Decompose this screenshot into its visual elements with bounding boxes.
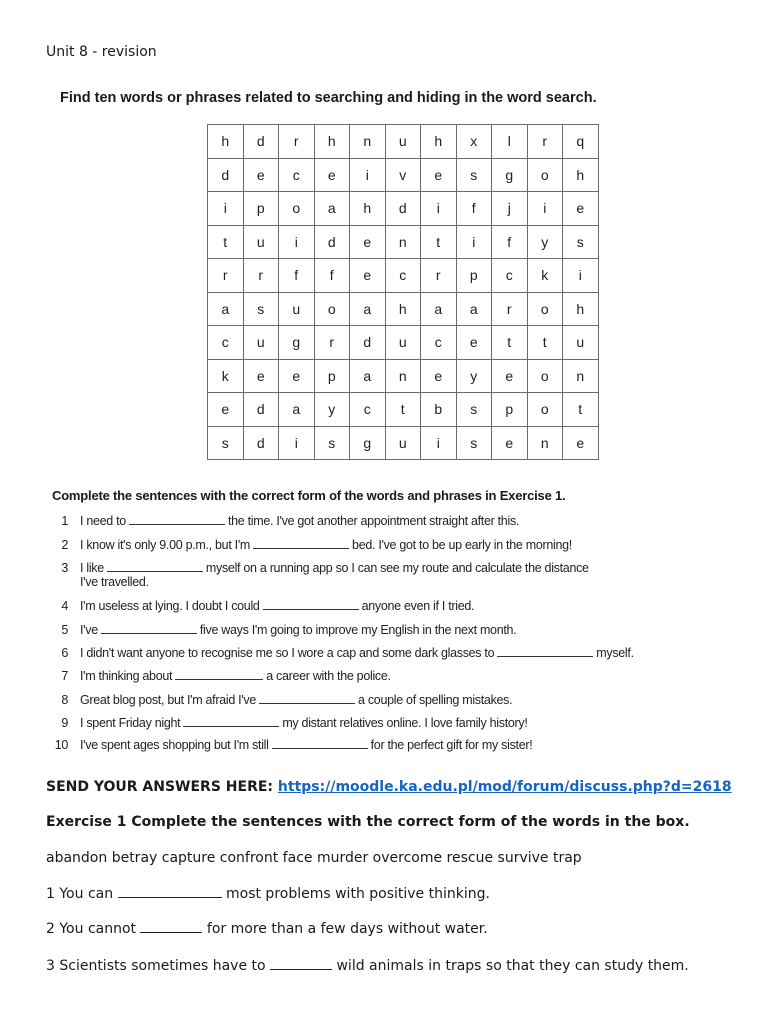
sentence-text: myself on a running app so I can see my route and calculate the distance [205, 561, 589, 575]
question-text: most problems with positive thinking. [226, 886, 490, 902]
grid-cell: a [421, 292, 457, 326]
grid-cell: o [314, 292, 350, 326]
sentence-text: the time. I've got another appointment straight after this. [227, 514, 520, 528]
grid-cell: n [563, 359, 599, 393]
grid-cell: t [421, 225, 457, 259]
moodle-forum-link[interactable]: https://moodle.ka.edu.pl/mod/forum/discuss.php?d=2618 [277, 779, 732, 795]
grid-cell: o [527, 292, 563, 326]
grid-cell: i [456, 225, 492, 259]
grid-cell: u [385, 426, 421, 460]
sentence-text: I'm thinking about [80, 669, 173, 683]
grid-cell: g [350, 426, 386, 460]
sentence-text: a couple of spelling mistakes. [358, 693, 513, 707]
grid-cell: k [527, 259, 563, 293]
sentence-text: I like [80, 561, 104, 575]
grid-cell: i [421, 192, 457, 226]
question-text: 1 You can [46, 886, 114, 902]
unit-title: Unit 8 - revision [46, 44, 157, 60]
grid-cell: n [385, 359, 421, 393]
grid-cell: a [350, 359, 386, 393]
grid-cell: e [563, 192, 599, 226]
grid-cell: p [243, 192, 279, 226]
sentence-text: my distant relatives online. I love family history! [282, 716, 528, 730]
sentence-number: 6 [61, 646, 68, 660]
grid-cell: d [243, 393, 279, 427]
grid-cell: a [456, 292, 492, 326]
grid-cell: s [456, 158, 492, 192]
grid-cell: e [421, 158, 457, 192]
grid-cell: t [385, 393, 421, 427]
sentence-text: five ways I'm going to improve my English in the next month. [199, 623, 517, 637]
answer-blank[interactable] [497, 645, 593, 657]
sentence-text: anyone even if I tried. [361, 599, 475, 613]
grid-cell: r [492, 292, 528, 326]
sentence-text: I'm useless at lying. I doubt I could [80, 599, 260, 613]
sentence-item [48, 560, 589, 575]
grid-cell: a [208, 292, 244, 326]
grid-cell: u [385, 125, 421, 159]
grid-cell: j [492, 192, 528, 226]
sentence-number: 1 [61, 514, 68, 528]
grid-cell: r [243, 259, 279, 293]
sentence-item [48, 668, 391, 683]
grid-cell: f [456, 192, 492, 226]
grid-cell: c [350, 393, 386, 427]
grid-cell: c [492, 259, 528, 293]
sentence-item [48, 513, 519, 528]
grid-cell: e [350, 225, 386, 259]
grid-cell: u [243, 326, 279, 360]
grid-cell: t [527, 326, 563, 360]
grid-cell: t [492, 326, 528, 360]
grid-cell: n [350, 125, 386, 159]
grid-cell: i [421, 426, 457, 460]
grid-cell: s [208, 426, 244, 460]
sentence-number: 2 [61, 538, 68, 552]
grid-cell: s [456, 426, 492, 460]
sentence-text: a career with the police. [266, 669, 391, 683]
grid-cell: s [243, 292, 279, 326]
grid-cell: o [279, 192, 315, 226]
send-answers-label: SEND YOUR ANSWERS HERE: [46, 779, 274, 795]
grid-cell: e [314, 158, 350, 192]
grid-cell: h [421, 125, 457, 159]
sentence-number: 10 [54, 738, 68, 752]
grid-cell: t [208, 225, 244, 259]
question-text: wild animals in traps so that they can study them. [336, 958, 689, 974]
grid-cell: i [208, 192, 244, 226]
grid-cell: k [208, 359, 244, 393]
grid-cell: c [279, 158, 315, 192]
grid-cell: p [456, 259, 492, 293]
grid-cell: d [243, 125, 279, 159]
grid-cell: f [279, 259, 315, 293]
answer-blank[interactable] [107, 560, 203, 572]
sentence-number: 3 [61, 561, 68, 575]
sentence-text: I didn't want anyone to recognise me so I wore a cap and some dark glasses to [80, 646, 495, 660]
grid-row [208, 326, 599, 360]
grid-cell: i [279, 426, 315, 460]
sentence-number: 7 [61, 669, 68, 683]
grid-cell: e [563, 426, 599, 460]
grid-cell: r [279, 125, 315, 159]
grid-cell: r [421, 259, 457, 293]
exercise1-title: Exercise 1 Complete the sentences with the correct form of the words in the box. [46, 814, 690, 830]
grid-cell: s [314, 426, 350, 460]
grid-cell: n [527, 426, 563, 460]
grid-cell: a [314, 192, 350, 226]
grid-cell: c [385, 259, 421, 293]
answer-blank[interactable] [129, 513, 225, 525]
grid-cell: t [563, 393, 599, 427]
grid-cell: h [385, 292, 421, 326]
answer-blank[interactable] [183, 715, 279, 727]
grid-cell: u [563, 326, 599, 360]
sentence-item [48, 537, 572, 552]
grid-cell: e [421, 359, 457, 393]
grid-cell: d [385, 192, 421, 226]
answer-blank[interactable] [253, 537, 349, 549]
sentence-item [48, 692, 512, 707]
grid-cell: d [314, 225, 350, 259]
question-item [46, 957, 689, 974]
grid-cell: e [208, 393, 244, 427]
question-text: 2 You cannot [46, 921, 137, 937]
grid-row [208, 393, 599, 427]
answer-blank[interactable] [118, 885, 222, 898]
grid-cell: i [563, 259, 599, 293]
grid-cell: c [421, 326, 457, 360]
grid-cell: i [350, 158, 386, 192]
grid-cell: u [279, 292, 315, 326]
send-answers-line [46, 779, 732, 795]
grid-cell: v [385, 158, 421, 192]
grid-cell: o [527, 158, 563, 192]
grid-row [208, 225, 599, 259]
grid-row [208, 426, 599, 460]
grid-cell: n [385, 225, 421, 259]
answer-blank[interactable] [270, 957, 332, 970]
grid-cell: h [563, 292, 599, 326]
grid-cell: f [492, 225, 528, 259]
grid-cell: y [456, 359, 492, 393]
grid-row [208, 359, 599, 393]
sentence-text: myself. [596, 646, 634, 660]
grid-row [208, 259, 599, 293]
word-search-grid [207, 124, 599, 460]
sentence-text: Great blog post, but I'm afraid I've [80, 693, 257, 707]
grid-row [208, 125, 599, 159]
sentence-item [48, 622, 516, 637]
sentence-text: I need to [80, 514, 126, 528]
answer-blank[interactable] [272, 737, 368, 749]
grid-cell: h [350, 192, 386, 226]
grid-cell: x [456, 125, 492, 159]
sentence-text: bed. I've got to be up early in the morning! [352, 538, 572, 552]
word-box: abandon betray capture confront face murder overcome rescue survive trap [46, 850, 582, 866]
answer-blank[interactable] [140, 920, 202, 933]
grid-cell: p [314, 359, 350, 393]
grid-row [208, 158, 599, 192]
sentence-number: 5 [61, 623, 68, 637]
grid-cell: l [492, 125, 528, 159]
grid-cell: e [243, 359, 279, 393]
grid-cell: g [279, 326, 315, 360]
sentence-number: 4 [61, 599, 68, 613]
question-item [46, 885, 490, 902]
grid-cell: s [563, 225, 599, 259]
grid-cell: s [456, 393, 492, 427]
word-search-heading: Find ten words or phrases related to searching and hiding in the word search. [60, 90, 597, 106]
grid-cell: g [492, 158, 528, 192]
grid-cell: c [208, 326, 244, 360]
sentence-text: I've spent ages shopping but I'm still [80, 738, 269, 752]
sentence-item [48, 645, 634, 660]
grid-cell: h [314, 125, 350, 159]
grid-cell: a [350, 292, 386, 326]
grid-cell: f [314, 259, 350, 293]
grid-cell: a [279, 393, 315, 427]
grid-cell: e [243, 158, 279, 192]
grid-cell: e [492, 426, 528, 460]
grid-cell: e [492, 359, 528, 393]
grid-cell: i [527, 192, 563, 226]
question-item [46, 920, 488, 937]
grid-cell: b [421, 393, 457, 427]
grid-cell: r [527, 125, 563, 159]
grid-cell: u [385, 326, 421, 360]
sentence-item [48, 715, 528, 730]
grid-cell: d [350, 326, 386, 360]
grid-cell: h [208, 125, 244, 159]
grid-cell: o [527, 393, 563, 427]
grid-cell: r [314, 326, 350, 360]
grid-cell: r [208, 259, 244, 293]
grid-cell: e [350, 259, 386, 293]
answer-blank[interactable] [175, 668, 263, 680]
answer-blank[interactable] [101, 622, 197, 634]
question-text: 3 Scientists sometimes have to [46, 958, 266, 974]
sentence-text: I've [80, 623, 98, 637]
grid-cell: e [279, 359, 315, 393]
sentence-text: I know it's only 9.00 p.m., but I'm [80, 538, 251, 552]
answer-blank[interactable] [259, 692, 355, 704]
grid-cell: e [456, 326, 492, 360]
grid-cell: p [492, 393, 528, 427]
grid-cell: y [314, 393, 350, 427]
sentence-continuation: I've travelled. [80, 575, 149, 589]
grid-cell: h [563, 158, 599, 192]
sentence-number: 9 [61, 716, 68, 730]
sentence-item [48, 737, 532, 752]
question-text: for more than a few days without water. [206, 921, 488, 937]
complete-sentences-heading: Complete the sentences with the correct form of the words and phrases in Exercise 1. [52, 488, 566, 503]
grid-cell: d [243, 426, 279, 460]
grid-row [208, 192, 599, 226]
answer-blank[interactable] [263, 598, 359, 610]
grid-cell: u [243, 225, 279, 259]
sentence-text: for the perfect gift for my sister! [370, 738, 533, 752]
grid-cell: d [208, 158, 244, 192]
sentence-text: I spent Friday night [80, 716, 181, 730]
grid-cell: q [563, 125, 599, 159]
sentence-number: 8 [61, 693, 68, 707]
grid-row [208, 292, 599, 326]
grid-cell: o [527, 359, 563, 393]
sentence-item [48, 598, 474, 613]
grid-cell: i [279, 225, 315, 259]
grid-cell: y [527, 225, 563, 259]
